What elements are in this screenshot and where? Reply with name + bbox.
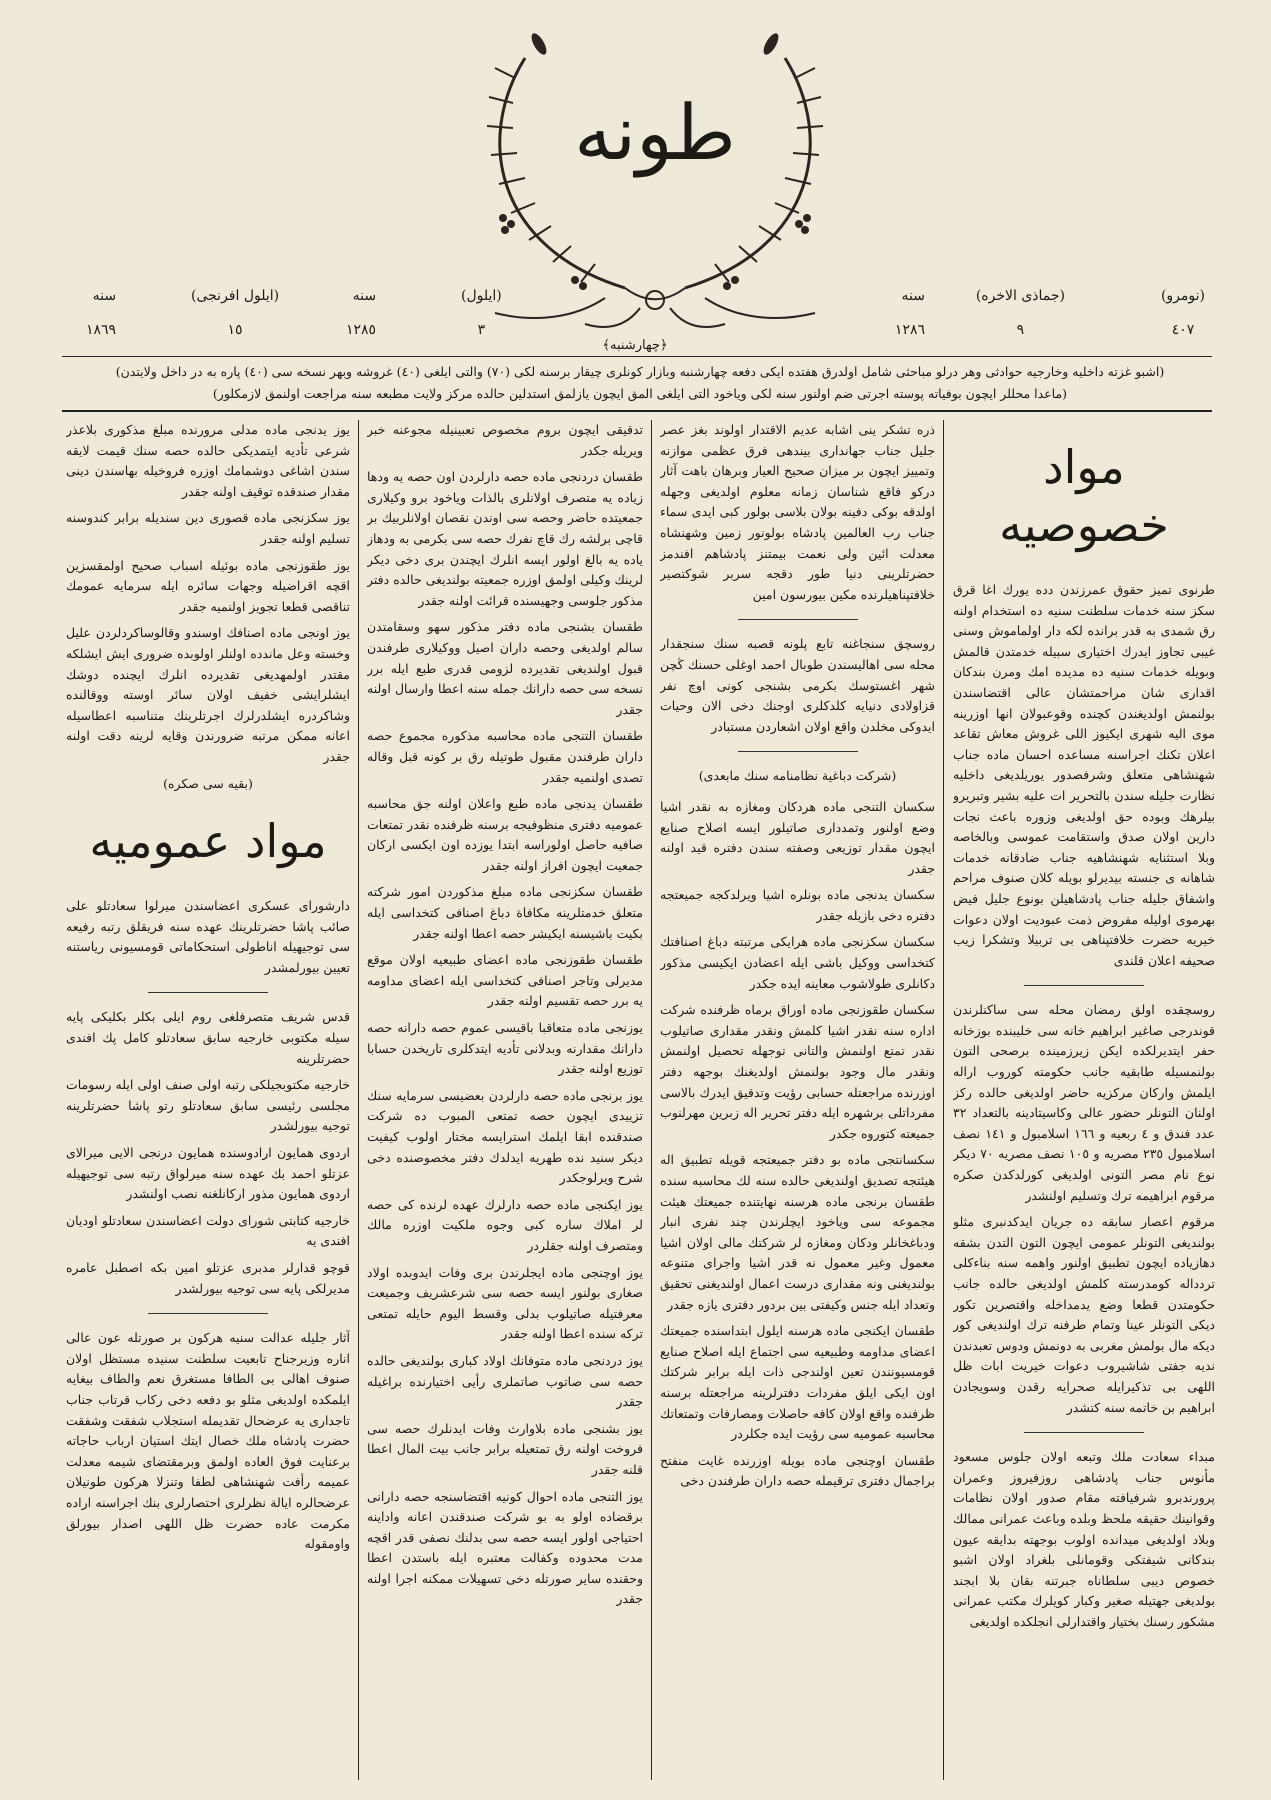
column-4 [66,420,350,1785]
article-paragraph: قدس شريف متصرفلغی روم ايلی بكلر بكليكی پايه سيله مكتوبی خارجيه سابق سعادتلو كامل پك افندی حضرتلرينه [66,1009,350,1066]
rumi-era: سنه [352,288,377,304]
regulation-article: يوز يدنجی ماده مدلی مرورنده مبلغ مذكوری بلاعذر شرعی تأديه ايتمديكی حالده حصه سنك قيمت لايقه سندن اشاغی دوشمامك اوزره فروخيله بهاسندن دينی مقدار صندقده توقيف اولنه جقدر [66,422,350,499]
regulation-article: سكسان طقوزنجی ماده اوراق برماه ظرفنده شركت اداره سنه نقدر اشيا كلمش ونقدر مقداری صاتيلوب نقدر تمتع اولنمش والتانی توجهله تحصيل اولنمش ونقدر مال وجود بولنمش اولديغنك بوجهه دفتر اوزرنده مراجعتله حسابی رؤيت وتدقيق ايدرك بالاسی مفرداتلی برشهره ايله دفتر تحرير اله زبرين مهرلنوب جميعته كتوروه جكدر [660,1002,935,1141]
regulation-article: سكسان سكزنجی ماده هرايكی مرتبته دباغ اصنافتك كتخداسی ووكيل باشی ايله اعضادن ايكيسی مذكور دكانلری طولاشوب معاينه ايده جكدر [660,934,935,991]
section-heading-general-news: مواد عموميه [89,814,327,869]
article-divider [148,1313,268,1314]
article-paragraph: خارجيه كتابتی شورای دولت اعضاسندن سعادتلو اوديان افندی يه [66,1212,350,1249]
gregorian-year-block [80,288,122,338]
regulation-heading: (شركت دباغية نظامنامه سنك مابعدی) [698,768,897,784]
column-separator [358,420,359,1780]
gregorian-year: ١٨٦٩ [86,322,117,338]
regulation-article: يوز ايكنجی ماده حصه دارلرك عهده لرنده كی حصه لر املاك ساره كبی وجوه ملكيت اوزره مالك ومتصرف اولنه جقلردر [367,1196,643,1253]
gregorian-day: ١٥ [227,322,243,338]
hijri-day: ٩ [1016,322,1025,338]
masthead [0,0,1271,400]
section-heading-private-news: مواد خصوصيه [999,440,1169,552]
regulation-article: طقسان سكزنجی ماده مبلغ مذكوردن امور شركته متعلق خدمتلرينه مكافاة دباغ اصنافی كتخداسی ايله بكيت باشيسنه ايكيشر حصه اعطا اولنه جقدر [367,884,643,941]
regulation-article: يوز بشنجی ماده بلاوارث وفات ايدنلرك حصه سی فروخت اولنه رق تمتعيله برابر جانب بيت المال اعطا قلنه جقدر [367,1420,643,1477]
article-paragraph: روسچق سنجاغنه تابع پلونه قصبه سنك سنجقدار محله سی اهاليسندن طوبال احمد اوغلی حسنك ڭچن شهر اغستوسك بكرمی بشنجی كونی اوچ نفر قزاولادی دنيايه كلدكلری اوجنك دخی الان وحيات ايدوكی مخلدن واقع اولان اشعاردن مستبادر [660,636,935,734]
issue-label: (نومرو) [1160,288,1205,304]
column-2 [660,420,935,1785]
regulation-article: يوز اوچنجی ماده ايجلرندن بری وفات ايدوبده اولاد صغاری بولنور ايسه حصه سی شرعشريف وجميعت معرفتيله صاتيلوب بدلی وقسط اليوم حايله تمتعی تركه سنده اعطا اولنه جقدر [367,1264,643,1342]
article-divider [1024,1432,1144,1433]
regulation-article: طقسان اوچنجی ماده بويله اوزرنده غايت منفتح براجمال دفتری ترقيمله حصه داران طرفندن دخی [660,1452,935,1489]
issue-number-block [1155,288,1211,338]
regulation-article: طقسان التنجی ماده محاسبه مذكوره مجموع حصه داران طرفندن مقبول طوتيله رق بر كونه قبل وقاله تصدی اولنميه جقدر [367,728,643,785]
regulation-article: يوز دردنجی ماده متوفانك اولاد كباری بولنديغی حالده حصه سی صاتوب صاتملری رأيی اختيارنده براغيله جقدر [367,1352,643,1410]
subscription-notice-line1: (اشبو غزته داخليه وخارجيه حوادثی وهر درلو مباحثی شامل اولدرق هفتده ايكی دفعه چهارشنبه وبازار كونلری چيقار برسنه لكی (٧٠) والتی ايلغی (٤٠) غروشه وبهر نسخه سی (٤٠) پاره به در داخل ولايتدن) [115,364,1165,379]
regulation-article: سكسان يدنجی ماده بونلره اشيا ويرلدكجه جميعتجه دفتره دخی بازيله جقدر [660,887,935,923]
rumi-day: ٣ [477,322,486,338]
column-3 [367,420,643,1785]
article-divider [738,751,858,752]
subscription-notice-line2: (ماعدا محللر ايچون بوفياته پوسته اجرتی ضم اولنور سنه لكی وياخود التی ايلغی المق ايچون يازلمق استدلين حالده مركز ولايت مطبعه سنه مراجعت اولنمق لازمكلور) [212,386,1068,401]
rumi-year-block [340,288,382,338]
regulation-article: يوز اونجی ماده اصنافك اوسندو وقالوساكردلردن عليل وخسته وعل ماندده اولنلر اولوبده ضروری ايش ايشلكه مقتدر اولمهديغی تقديرده انلرك ايچنده دوشك ايشلرايشی خفيف اولان سائر اوسته ووقالنده وشاكردره ايشلدرلرك اجرتلرينك متناسبه اعطاسيله اعانه ممكن مرتبه ضرورندن وقايه لرينه دقت اولنه جقدر [66,625,350,764]
rumi-month: (ايلول) [461,288,502,304]
issue-number: ٤٠٧ [1171,322,1195,338]
rumi-year: ١٢٨٥ [346,322,377,338]
article-paragraph: دارشورای عسكری اعضاسندن ميرلوا سعادتلو علی صائب پاشا حضرتلرينك عهده سنه فريقلق رتبه رفيعه سی توجيهيله اناطولی استحكاماتی قومسيونی رياستنه تعيين بيورلمشدر [66,898,350,975]
column-separator [943,420,944,1780]
regulation-article: طقسان بشنجی ماده دفتر مذكور سهو وسقامتدن سالم اولديغی وحصه داران اصيل ووكيلاری طرفندن قبول اولنديغی تقديرده لزومی قدری طبع ايله برر نسخه سی حصه دارانك جمله سنه اعطا وارسال اولنه جقدر [367,619,643,717]
regulation-article: يوز التنجی ماده احوال كونيه اقتضاسنجه حصه دارانی برقضاده اولو به بو شركت صندقندن اعانه واداينه احتياجی اولور ايسه حصه سی بدلنك نصفی قدر اقچه مدت محدوده وكفالت معتبره ايله باستدن اعطا وحقنده ساير صورتله دخی تسهيلات ممكنه اجرا اولنه جقدر [367,1488,643,1607]
gregorian-era: سنه [92,288,117,304]
hijri-era: سنه [901,288,925,304]
hijri-year: ١٢٨٦ [894,322,925,338]
regulation-article: يوز سكزنجی ماده قصوری دين سنديله برابر كندوسنه تسليم اولنه جقدر [66,510,350,546]
regulation-article: طقسان ايكنجی ماده هرسنه ايلول ابتداسنده جميعتك اعضای مداومه وطبيعيه سی اجتماع ايله اصلاح صنايع قومسيونندن تعين اولندجی ذات ايله برابر شركتك اون ايكی ايلق مفردات دفترلرينه مراجعتله برسنه ظرفنده واقع اولان كافه حاصلات ومصارفات وتمتعاتك محاسبه عموميه سی رؤيت ايده جكلردر [660,1323,935,1442]
article-paragraph: قوچو قدارلر مدبری عزتلو امين بكه اصطبل عامره مديرلكی پايه سی توجيه بيورلشدر [66,1260,350,1296]
article-divider [148,992,268,993]
regulation-article: طقسان يدنجی ماده طبع واعلان اولنه جق محاسبه عموميه دفتری منظوفيجه برسنه ظرفنده نقدر تمتعات صافيه حاصل اولوراسه ابتدا يوزده اون ايكسی اركان جمعيت ايچون افراز اولنه جقدر [367,796,643,873]
article-paragraph: خارجيه مكتوبجيلكی رتبه اولی صنف اولی ايله رسومات مجلسی رئيسی سابق سعادتلو رتو پاشا حضرتلرينه توجيه بيورلشدر [66,1077,350,1134]
gregorian-month: (ايلول افرنجی) [191,288,280,304]
continued-note: (بقيه سی صكره) [163,775,253,791]
regulation-article: يوز برنجی ماده حصه دارلردن بعضيسی سرمايه سنك تزييدی ايچون حصه تمتعی المبوب ده شركت صندقنده ابقا ايلمك استرايسه مختار اولوب كيفيت ديكر سنيد نده طهريه ايدلدك دفتر مخصوصنده دخی شرح ويرلوجكدر [367,1087,643,1186]
article-paragraph: ذره تشكر ينی اشابه عديم الاقتدار اولوند بغز عصر جليل جناب جهانداری بيندهی فرق عظمی موازنه وتمييز ايچون بر ميزان صحيح العيار وبرهان باهت آثار دركو فاقع شناسان زمانه معلوم اولديغی وجهله اولدقه بوكی دفينه بولان بلاسی بولور كبی ايدی سماء جناب رب العالمين پادشاه بولونور زمين وشهنشاه معدلت ائين ولی نعمت بيمتنز پادشاهم افندمز حضرتلرينی دنيا طور دقجه سربر شوكتصير خلافتپناهيلرنده مكين بيورسون امين [660,422,935,602]
day-of-week: ﴿چهارشنبه﴾ [602,338,668,353]
regulation-article: طقسان طقوزنجی ماده اعضای طبيعيه اولان موقع مديرلی وتاجر اصنافی كتخداسی ايله اعضای مداومه يه برر حصه تقسيم اولنه جقدر [367,952,643,1009]
regulation-article: طقسان دردنجی ماده حصه دارلردن اون حصه يه ودها زياده يه متصرف اولانلری بالذات وياخود برو وكيلاری جمعيتده حاضر وحصه سی اوندن نقصان اولانلربيك بر قاچی برلشه رك قاچ نفرك حصه سی بكرمی به ودهاز ياده يه بالغ اولور ايسه انلرك ايچندن بری دخی ديكر لرينك وكيلی اولمق اوزره جمعيته بولنديغی حالده دفتر مذكور جلوسی وجهيسنده قرائت اولنه جقدر [367,469,643,608]
article-paragraph: آثار جليله عدالت سنيه هركون بر صورتله عون عالی اناره وزيرجناح تابعيت سلطنت سنيده مستظل اولان صنوف اهالی بی الطافا مستغرق نعم والطاف بيغايه ايلمكده اولديغی مثلو بو دفعه دخی ركاب قرتاب جناب تاجداری يه عرضحال تقديمله استجلاب شفقت وشفقت حضرت پادشاه ملك خصال ايتك استيان ارباب حاجاته برعنايت فوق العاده اولمق وبرمقتضای شيمه معدلت عميمه رأفت شهنشاهی لطفا وتنزلا هركون طونيلان عرضحالره ايالة نظرلری احتصارلری بنك اجراسنه اراده مكرمت عاده حضرت ظل اللهی اصدار بيورلق واومقوله [66,1330,350,1552]
rumi-month-block [455,288,508,338]
gregorian-month-block [185,288,285,338]
regulation-article: يوز طقوزنجی ماده بوئيله اسباب صحيح اولمقسزين اقچه اقراضيله وجهات سائره ايله سرمايه عمومك تناقصی قطعا تجويز اولنميه جقدر [66,557,350,614]
masthead-rule-top [62,356,1212,357]
article-paragraph: مبداء سعادت ملك وتبعه اولان جلوس مسعود مأنوس جناب پادشاهی روزفيروز وعمران پرورندبرو شرفيافته مقام صدور اولان نظامات وقوانينك حقيقه ملحظ وبلده وباعث عمرانی ممالك وبلاد اولديغی ميدانده اولوب بوجهته بدايقه عيون بندكانی شيفتكی وقومانلی بلغراد اولان اشبو خصوص ديبی سلطاناه جبرتنه بقان بلا ابجند بولديغی جهتيله صغير وكبار كويلرك مكتب عمرانی مشكور رسنك بختيار واقتدارلی انجلكده اولدیغی [953,1449,1215,1629]
regulation-article: سكسان التنجی ماده هردكان ومغازه به نقدر اشيا وضع اولنور وتمدداری صاتيلور ايسه اصلاح صنايع ايچون مقدار توزيعی وصفته سندن دفتره قيد اولنه جقدر [660,798,935,876]
regulation-article: تدقيقی ايچون بروم مخصوص تعبينيله مجوعنه خبر ويريله جكدر [367,422,643,458]
column-1 [953,420,1215,1785]
regulation-article: يوزنجی ماده متعاقبا باقيسی عموم حصه دارانه حصه دارانك مقدارنه وبدلانی تأديه ايتدكلری تاريخدن حسابا توزيع اولنه جقدر [367,1020,643,1077]
article-divider [738,619,858,620]
article-paragraph: اردوی همايون ارادوسنده همايون درنجی الايی ميرالای عزتلو احمد بك عهده سنه ميرلواق رتبه سی توجيهيله اردوی همايون مذور اركانلغنه نصب اولنشدر [66,1145,350,1202]
regulation-article: سكسانتجی ماده بو دفتر جميعتجه قويله تطبيق اله هيئتجه تصديق اولنديغی حالده سنه لك محاسبه سنده طقسان برنجی ماده هرسنه نهايتنده جميعتك هيئت مجموعه سی وياخود ايچلرندن چند نفری انبار ودباغخانلر ودكان ومغازه لر شركتك مالی اولان اشيا معمول وغير معمول نه قدر اشيا واجرای متنوعه بولنديغنی ونه مقداری درست اعمال اولنديغنی تحقيق وتعداد ايله جنس وكيفتی بين بردور دفتری يازه جقدر [660,1152,935,1312]
masthead-rule-bottom [62,410,1212,412]
hijri-date-block [970,288,1071,338]
article-paragraph: روسچقده اولق رمضان محله سی ساكنلرندن قوندرجی صاغير ابراهيم خانه سی خليبنده بوزخانه حفر ايتديرلكده ايكن زيرزمينده برصحی التون بولنمسيله طابقيه جانب حكومته كوروب اراله ايلمش واركان مركزيه حاضر اولديغی حالده ركز اولنان التونلر حضور عالی وكاسيتادينه بالتعداد ٣٢ عدد فندق و ٤ ربعيه و ١٦٦ اسلامبول و ١٤١ نصف اسلامبول ٢٣٥ مصريه و ١٠٥ نصف مصريه ٧٠ ديكر نوع نام مصر التونی اولديغی كورلدكدن صكره مرقوم ابراهيمه ترك وتسليم اولنشدر [953,1002,1215,1203]
hijri-year-block [889,288,931,338]
article-paragraph: طرنوی تميز حقوق عمرزندن دده يورك اغا قرق سكز سنه خدمات سلطنت سنيه ده استخدام اولنه رق شمدی به قدر برانده لكه دار اولماموش وسنی غيبی تجاوز ايدرك اختياری سبيله خدمتدن قالمش وبويله خدمات سنيه ده مديده امك ومرن بندكان اقداری شان مراحمتشان عالی اقتضاسندن بولنمش اولديغندن كچنده وقوعبولان انها اوزرينه موی اليه شهری ايكيوز اللی غروش معاش تقاعد اعلان تكنك اجراسنه مساعده احسان ماده جناب شهنشاهی متعلق وشرفصدور يوريلديغی داخليه نظارت جليله سندن بالتحرير ات عليه بشير وتبريرو بيلرهك وبوده حق اولديغی وزوره باعث نجات دارين اولان صدق واستقامت عموسی وبالخاصه وبلا استثنايه شهنشاهيه جناب ضادقانه خدمات شاهانه ی جنسته بيديرلو بويله كلان صنوف مراحم واشفاق جليله جناب پادشاهيلن بونوع جليل فيض بهرموی اوليله مفروض ذمت عبوديت اولان دعوات خيريه حضرت خلافتپناهی بی تربيلا وتشكرا زيب صحيفه اعلان قلندی [953,582,1215,968]
hijri-month: (جماذی الاخره) [975,288,1065,304]
article-divider [1024,985,1144,986]
newspaper-title: طونه [574,88,736,177]
column-separator [651,420,652,1780]
article-paragraph: مرقوم اعصار سابقه ده جريان ايدكدنبری مثلو بولنديغی التونلر عمومی ايچون التون التدن بشقه دهازياده ايچون تطبيق اولنور واهمه سنه بناءكلی تردداله كومدرسته كلمش اولديغی حالده جانب حكومتدن قطعا وضع يدمداخله واقتصرين تكور ديكی التونلر عينا وتمام طرفنه ترك اولنديغی كور ديكه مال بولمش مغربی به دونمش ودوس تعبدندن نديه جفتی شاشيروب دعوات خيريت ابات ظل اللهی بی تذكيرايله صحرايه رقدن وسويجادن ابراهيم بن خاتمه سنه كتشدر [953,1214,1215,1415]
